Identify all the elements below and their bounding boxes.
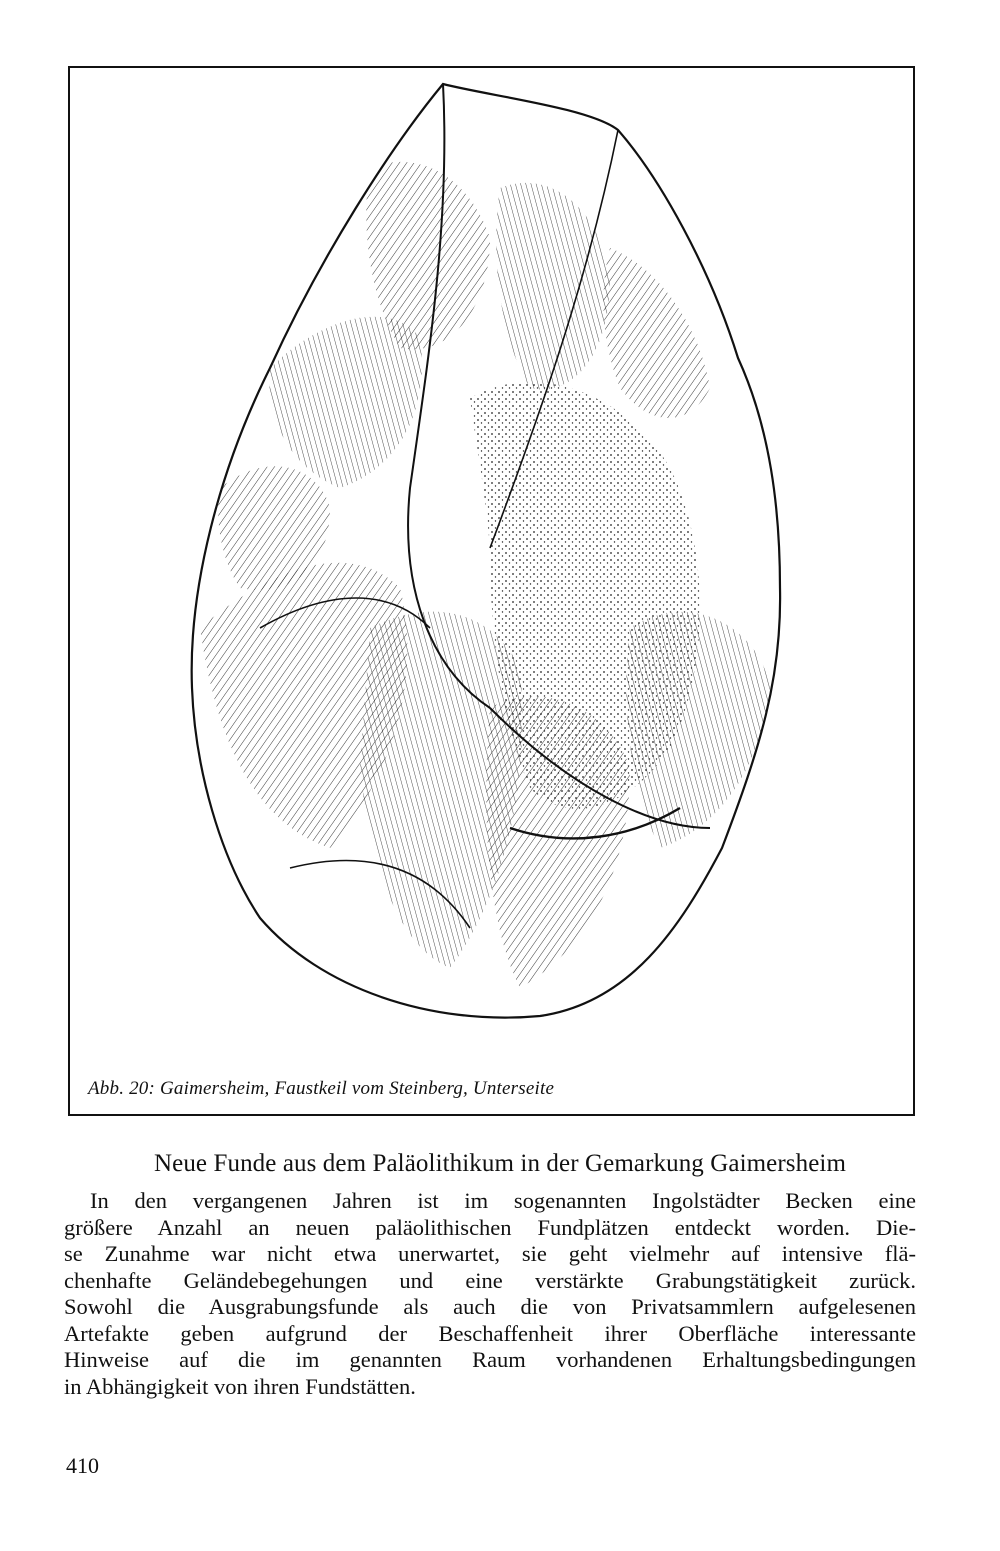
handaxe-drawing [70, 68, 917, 1118]
page-number: 410 [66, 1453, 99, 1478]
figure-caption: Abb. 20: Gaimersheim, Faustkeil vom Steinberg, Unterseite [88, 1078, 555, 1099]
figure-frame [68, 66, 915, 1116]
body-paragraph [64, 1188, 916, 1400]
body-line: Hinweise auf die im genannten Raum vorhandenen Erhaltungsbedingungen [64, 1347, 916, 1372]
body-line: in Abhängigkeit von ihren Fundstätten. [64, 1373, 416, 1399]
section-title: Neue Funde aus dem Paläolithikum in der Gemarkung Gaimersheim [153, 1150, 847, 1177]
body-line: In den vergangenen Jahren ist im sogenannten Ingolstädter Becken eine [90, 1188, 916, 1213]
body-line: Sowohl die Ausgrabungsfunde als auch die von Privatsammlern aufgelesenen [64, 1294, 916, 1319]
body-line: se Zunahme war nicht etwa unerwartet, sie geht vielmehr auf intensive flä- [64, 1241, 916, 1266]
body-line: größere Anzahl an neuen paläolithischen Fundplätzen entdeckt worden. Die- [64, 1214, 916, 1240]
body-line: Artefakte geben aufgrund der Beschaffenheit ihrer Oberfläche interessante [64, 1320, 916, 1346]
body-line: chenhafte Geländebegehungen und eine verstärkte Grabungstätigkeit zurück. [64, 1267, 916, 1293]
